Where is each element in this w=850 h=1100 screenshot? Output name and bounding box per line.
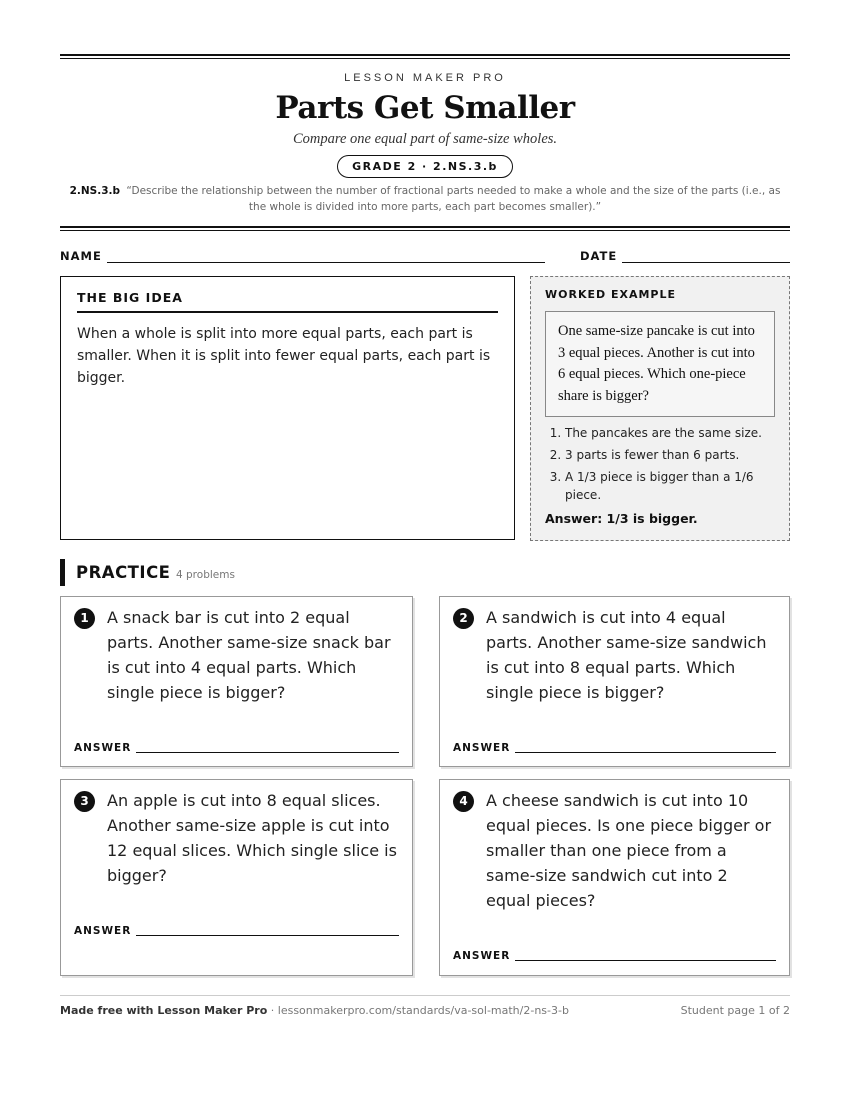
problem-card-3	[60, 779, 413, 976]
answer-label: ANSWER	[74, 742, 132, 754]
worked-example-heading: WORKED EXAMPLE	[545, 288, 676, 301]
answer-label: ANSWER	[453, 742, 511, 754]
problem-number: 3	[74, 791, 95, 812]
worked-example-question: One same-size pancake is cut into 3 equal pieces. Another is cut into 6 equal pieces. Which one-piece share is bigger?	[545, 311, 775, 417]
practice-title: PRACTICE	[76, 563, 171, 582]
standard-text: “Describe the relationship between the number of fractional parts needed to make a whole and the size of the parts (i.e., as the whole is divided into more parts, each part becomes smaller).”	[126, 185, 781, 213]
worked-example-box	[530, 276, 790, 541]
problem-text: An apple is cut into 8 equal slices. Another same-size apple is cut into 12 equal slices. Which single slice is bigger?	[107, 791, 397, 885]
practice-count: 4 problems	[176, 569, 235, 581]
grade-badge: GRADE 2 · 2.NS.3.b	[337, 155, 513, 178]
name-label: NAME	[60, 249, 102, 263]
standard-code: 2.NS.3.b	[69, 185, 121, 197]
worked-example-step: 2. 3 parts is fewer than 6 parts.	[565, 446, 775, 464]
brand-kicker: LESSON MAKER PRO	[344, 72, 506, 84]
page-subtitle: Compare one equal part of same-size wholes.	[292, 131, 558, 147]
problem-card-4	[439, 779, 790, 976]
answer-field[interactable]	[515, 752, 776, 753]
worked-example-step: 1. The pancakes are the same size.	[565, 424, 775, 442]
problem-card-2	[439, 596, 790, 767]
answer-field[interactable]	[136, 752, 399, 753]
worked-example-steps	[545, 424, 775, 504]
worked-example-step: 3. A 1/3 piece is bigger than a 1/6 piece.	[565, 468, 775, 504]
footer-url[interactable]: · lessonmakerpro.com/standards/va-sol-math/2-ns-3-b	[270, 1004, 569, 1017]
footer-page-number: Student page 1 of 2	[680, 1004, 790, 1017]
problem-text: A cheese sandwich is cut into 10 equal pieces. Is one piece bigger or smaller than one piece from a same-size sandwich cut into 2 equal pieces?	[486, 791, 772, 910]
page-footer	[60, 995, 790, 1017]
problem-text: A snack bar is cut into 2 equal parts. Another same-size snack bar is cut into 4 equal parts. Which single piece is bigger?	[107, 608, 391, 702]
worked-example-answer: Answer: 1/3 is bigger.	[545, 511, 698, 526]
problem-card-1	[60, 596, 413, 767]
content-area	[60, 54, 790, 1004]
problem-number: 2	[453, 608, 474, 629]
answer-label: ANSWER	[453, 950, 511, 962]
practice-header	[60, 559, 790, 586]
big-idea-text: When a whole is split into more equal parts, each part is smaller. When it is split into fewer equal parts, each part is bigger.	[77, 326, 491, 386]
practice-accent-bar	[60, 559, 65, 586]
answer-label: ANSWER	[74, 925, 132, 937]
problem-text: A sandwich is cut into 4 equal parts. Another same-size sandwich is cut into 8 equal parts. Which single piece is bigger?	[486, 608, 767, 702]
page-title: Parts Get Smaller	[275, 90, 575, 126]
footer-brand: Made free with Lesson Maker Pro	[60, 1004, 268, 1017]
big-idea-heading: THE BIG IDEA	[77, 290, 498, 313]
answer-field[interactable]	[515, 960, 776, 961]
big-idea-box	[60, 276, 515, 540]
answer-field[interactable]	[136, 935, 399, 936]
problem-number: 1	[74, 608, 95, 629]
problem-number: 4	[453, 791, 474, 812]
date-label: DATE	[580, 249, 618, 263]
